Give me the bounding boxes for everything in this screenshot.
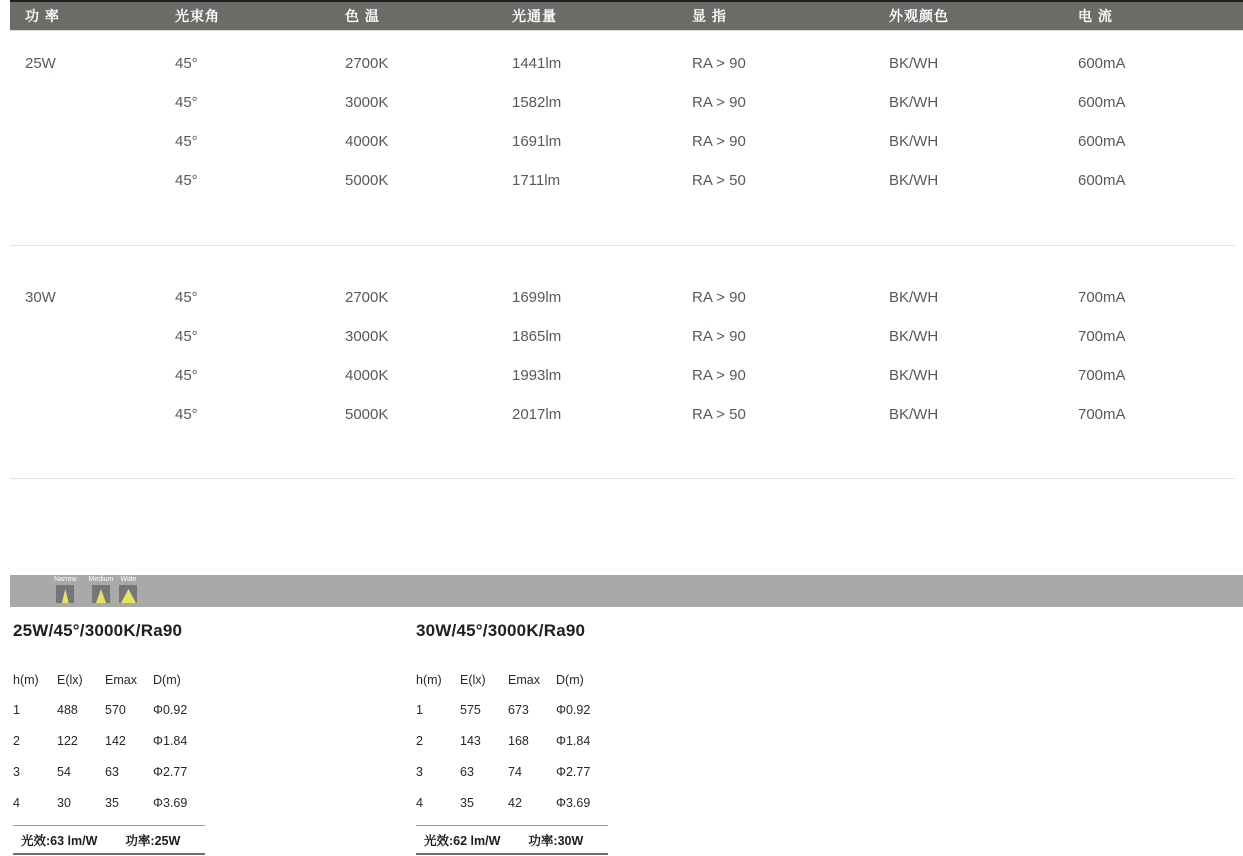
spec-row [10,317,1243,356]
wide-beam-icon [119,585,137,603]
spec-cell-finish: BK/WH [889,406,939,423]
efficacy-value: 光效:63 lm/W [21,834,98,848]
spec-cell-current: 700mA [1078,289,1126,306]
photometric-table [13,621,416,855]
spec-cell-finish: BK/WH [889,133,939,150]
spec-cell-cct: 3000K [345,94,389,111]
photometric-cell: 122 [57,733,78,748]
spec-cell-cri: RA > 90 [692,94,746,111]
header-beam-angle: 光束角 [175,8,220,24]
photometric-cell: 54 [57,764,71,779]
spec-cell-cct: 5000K [345,172,389,189]
photometric-cell: 2 [13,733,20,748]
photometric-cell: 74 [508,764,522,779]
spec-cell-beam-angle: 45° [175,328,198,345]
spec-cell-beam-angle: 45° [175,55,198,72]
medium-beam-icon [92,585,110,603]
spec-cell-cri: RA > 90 [692,328,746,345]
photometric-table [416,621,819,855]
photometric-cell: 3 [416,764,423,779]
spec-cell-beam-angle: 45° [175,172,198,189]
spec-cell-power: 30W [25,289,56,306]
spec-row [10,44,1243,83]
photometric-cell: Φ1.84 [153,733,188,748]
photometric-header-cell: Emax [105,673,137,687]
spec-cell-finish: BK/WH [889,367,939,384]
photometric-row [13,756,416,787]
photometric-cell: 570 [105,702,126,717]
spec-cell-beam-angle: 45° [175,367,198,384]
efficacy-value: 光效:62 lm/W [424,834,501,848]
photometric-row [416,725,819,756]
spec-cell-flux: 1691lm [512,133,562,150]
photometric-headers [416,672,819,688]
spec-cell-cri: RA > 50 [692,406,746,423]
photometric-cell: 35 [105,795,119,810]
beam-legend-label: Narrow [54,576,77,583]
spec-cell-cri: RA > 90 [692,55,746,72]
photometric-header-cell: D(m) [153,673,181,687]
photometric-row [13,694,416,725]
spec-cell-cri: RA > 90 [692,133,746,150]
photometric-cell: Φ2.77 [556,764,591,779]
spec-cell-beam-angle: 45° [175,406,198,423]
photometric-cell: Φ1.84 [556,733,591,748]
spec-cell-flux: 1441lm [512,55,562,72]
header-flux: 光通量 [512,8,557,24]
photometric-cell: 63 [105,764,119,779]
photometric-cell: 575 [460,702,481,717]
spec-cell-cct: 5000K [345,406,389,423]
photometric-cell: Φ0.92 [153,702,188,717]
power-value: 功率:30W [528,834,584,848]
photometric-cell: Φ3.69 [153,795,188,810]
spec-cell-flux: 2017lm [512,406,562,423]
photometric-title: 25W/45°/3000K/Ra90 [13,621,183,640]
spec-cell-finish: BK/WH [889,328,939,345]
photometric-cell: Φ0.92 [556,702,591,717]
photometric-row [13,787,416,818]
beam-legend-label: Medium [88,576,114,583]
spec-cell-cct: 4000K [345,367,389,384]
spec-cell-flux: 1711lm [512,172,561,189]
spec-table-header [10,0,1243,31]
spec-cell-cct: 3000K [345,328,389,345]
photometric-header-cell: E(lx) [57,673,83,687]
photometric-cell: 35 [460,795,474,810]
spec-cell-cri: RA > 50 [692,172,746,189]
spec-row [10,122,1243,161]
beam-legend-label: Wide [120,576,137,583]
photometric-row [416,756,819,787]
header-cct: 色 温 [345,8,380,24]
spec-cell-cri: RA > 90 [692,367,746,384]
photometric-rows [416,694,819,818]
photometric-header-cell: D(m) [556,673,584,687]
spec-cell-power: 25W [25,55,56,72]
spec-cell-current: 600mA [1078,172,1126,189]
photometric-title: 30W/45°/3000K/Ra90 [416,621,586,640]
spec-cell-flux: 1993lm [512,367,562,384]
spec-cell-current: 700mA [1078,367,1126,384]
photometric-row [416,787,819,818]
photometric-header-cell: E(lx) [460,673,486,687]
spec-cell-finish: BK/WH [889,172,939,189]
photometric-cell: 30 [57,795,71,810]
spec-cell-finish: BK/WH [889,94,939,111]
photometric-header-cell: Emax [508,673,540,687]
photometric-cell: 488 [57,702,78,717]
spec-cell-flux: 1699lm [512,289,562,306]
photometric-cell: 168 [508,733,529,748]
section-divider [10,245,1235,246]
photometric-cell: 143 [460,733,481,748]
spec-row [10,278,1243,317]
photometric-cell: 42 [508,795,522,810]
photometric-row [416,694,819,725]
spec-cell-cct: 2700K [345,289,389,306]
photometric-cell: 4 [13,795,20,810]
spec-cell-cct: 2700K [345,55,389,72]
photometric-cell: 142 [105,733,126,748]
spec-cell-current: 600mA [1078,94,1126,111]
photometric-header-cell: h(m) [416,673,442,687]
spec-row [10,356,1243,395]
photometric-cell: 1 [416,702,423,717]
photometric-cell: 4 [416,795,423,810]
spec-cell-flux: 1865lm [512,328,562,345]
photometric-cell: 2 [416,733,423,748]
photometric-cell: Φ2.77 [153,764,188,779]
spec-cell-cct: 4000K [345,133,389,150]
photometric-footer [13,825,205,855]
spec-group [10,278,1243,434]
spec-cell-beam-angle: 45° [175,289,198,306]
power-value: 功率:25W [125,834,181,848]
spec-row [10,83,1243,122]
header-cri: 显 指 [692,8,727,24]
spec-row [10,161,1243,200]
spec-cell-finish: BK/WH [889,55,939,72]
spec-rows [10,44,1243,479]
photometric-cell: 1 [13,702,20,717]
beam-legend-item-narrow [54,576,77,603]
spec-cell-flux: 1582lm [512,94,562,111]
photometric-rows [13,694,416,818]
photometric-tables [13,621,819,855]
photometric-headers [13,672,416,688]
section-divider [10,478,1235,479]
spec-cell-current: 600mA [1078,55,1126,72]
spec-cell-finish: BK/WH [889,289,939,306]
photometric-footer [416,825,608,855]
spec-cell-current: 700mA [1078,328,1126,345]
header-finish: 外观颜色 [889,8,949,24]
photometric-header-cell: h(m) [13,673,39,687]
beam-legend-bar [10,575,1243,607]
header-current: 电 流 [1078,8,1113,24]
photometric-row [13,725,416,756]
spec-row [10,395,1243,434]
spec-cell-cri: RA > 90 [692,289,746,306]
narrow-beam-icon [56,585,74,603]
photometric-cell: 3 [13,764,20,779]
beam-legend-item-wide [119,576,137,603]
spec-cell-beam-angle: 45° [175,94,198,111]
header-power: 功 率 [25,8,60,24]
spec-cell-current: 600mA [1078,133,1126,150]
spec-cell-current: 700mA [1078,406,1126,423]
spec-group [10,44,1243,200]
photometric-cell: 673 [508,702,529,717]
beam-legend-item-medium [89,576,114,603]
photometric-cell: Φ3.69 [556,795,591,810]
spec-cell-beam-angle: 45° [175,133,198,150]
photometric-cell: 63 [460,764,474,779]
